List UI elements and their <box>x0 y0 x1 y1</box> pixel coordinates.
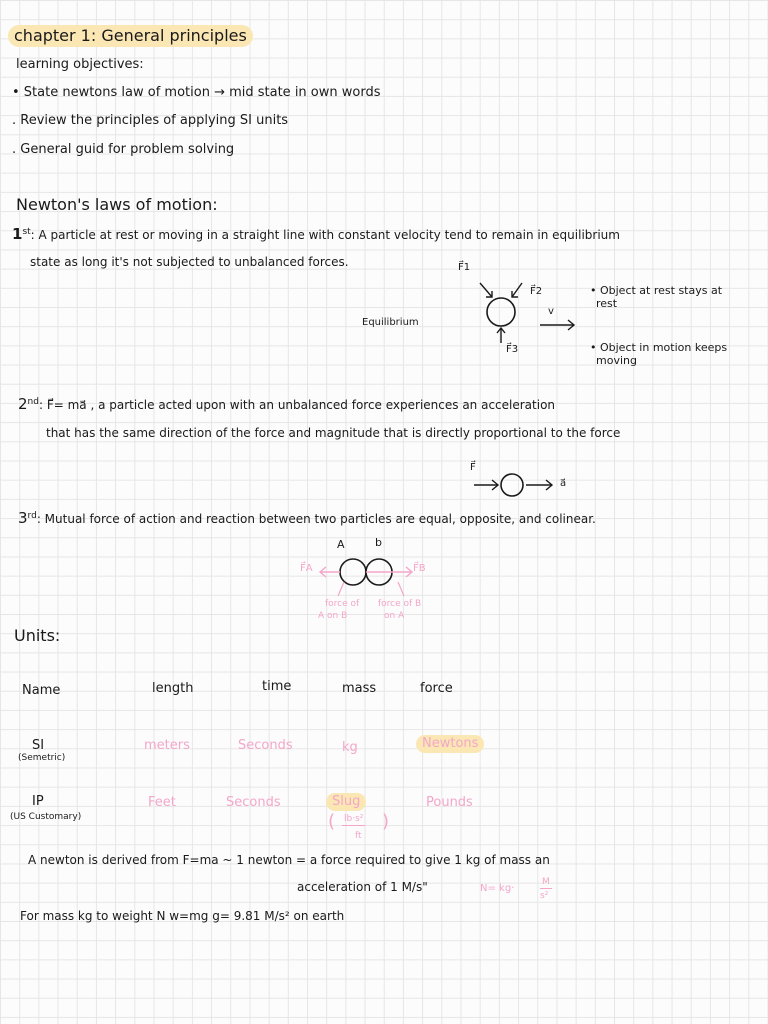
first-law-line2: state as long it's not subjected to unbalanced forces. <box>30 255 349 269</box>
objective-item-1: • State newtons law of motion → mid state in own words <box>12 85 381 100</box>
second-law-line1 <box>18 396 555 413</box>
row-ip-name: IP <box>32 794 44 809</box>
acceleration-diagram <box>472 470 562 500</box>
slug-fraction-num: lb·s² <box>344 814 364 824</box>
objective-item-3: . General guid for problem solving <box>12 142 235 157</box>
col-header-name: Name <box>22 683 61 698</box>
note-rest-line1: • Object at rest stays at <box>590 284 723 297</box>
si-mass: kg <box>342 740 358 755</box>
f-label: F⃗ <box>470 462 476 473</box>
newton-unit-den: s² <box>540 891 549 901</box>
equilibrium-diagram <box>470 275 580 355</box>
col-header-mass: mass <box>342 681 377 696</box>
fa-label: F⃗A <box>300 563 313 574</box>
f3-label: F⃗3 <box>506 344 519 355</box>
f2-label: F⃗2 <box>530 286 543 297</box>
col-header-time: time <box>262 679 292 694</box>
newton-unit-main: N= kg· <box>480 883 515 894</box>
ip-force: Pounds <box>426 795 473 810</box>
second-law-text1: : F⃗= ma⃗ , a particle acted upon with an unbalanced force experiences an acceleration <box>38 398 556 412</box>
third-law-line1 <box>18 510 596 527</box>
first-law-sup: st <box>22 227 31 237</box>
a-label: a⃗ <box>560 478 567 489</box>
col-header-length: length <box>152 681 194 696</box>
label-a: A <box>337 538 345 551</box>
objective-item-2: . Review the principles of applying SI units <box>12 113 289 128</box>
f1-label: F⃗1 <box>458 262 471 273</box>
force-a-on-b-line2: A on B <box>318 611 348 621</box>
row-si-sub: (Semetric) <box>18 753 66 763</box>
ip-mass: Slug <box>326 793 366 811</box>
si-time: Seconds <box>238 738 293 753</box>
note-motion-line1: • Object in motion keeps <box>590 341 728 354</box>
ip-time: Seconds <box>226 795 281 810</box>
second-law-ordinal: 2 <box>18 395 28 413</box>
newton-line2: acceleration of 1 M/s" <box>297 880 428 894</box>
note-motion-line2: moving <box>596 354 637 367</box>
chapter-title: chapter 1: General principles <box>8 25 253 47</box>
force-b-on-a-line2: on A <box>384 611 405 621</box>
si-length: meters <box>144 738 190 753</box>
row-ip-sub: (US Customary) <box>10 812 82 822</box>
newton-line1: A newton is derived from F=ma ~ 1 newton = a force required to give 1 kg of mass an <box>28 853 550 867</box>
newton-unit-num: M <box>542 877 550 887</box>
fb-label: F⃗B <box>413 563 426 574</box>
label-b: b <box>375 536 382 549</box>
third-law-text1: : Mutual force of action and reaction between two particles are equal, opposite, and colinear. <box>36 512 596 526</box>
note-rest-line2: rest <box>596 297 618 310</box>
col-header-force: force <box>420 681 453 696</box>
third-law-ordinal: 3 <box>18 509 28 527</box>
first-law-line1 <box>12 226 620 243</box>
action-reaction-diagram <box>300 552 440 602</box>
second-law-sup: nd <box>27 397 39 407</box>
equilibrium-label: Equilibrium <box>362 317 419 328</box>
units-heading: Units: <box>14 626 61 645</box>
first-law-ordinal: 1 <box>12 226 23 243</box>
first-law-text1: : A particle at rest or moving in a straight line with constant velocity tend to remain in equilibrium <box>30 228 620 242</box>
second-law-line2: that has the same direction of the force and magnitude that is directly proportional to the force <box>46 426 621 440</box>
laws-heading: Newton's laws of motion: <box>16 195 218 214</box>
v-label: v <box>548 306 554 317</box>
slug-fraction-close: ) <box>382 811 390 832</box>
slug-fraction-open: ( <box>328 811 336 832</box>
si-force: Newtons <box>416 735 484 753</box>
objectives-heading: learning objectives: <box>16 57 144 72</box>
slug-fraction-den: ft <box>355 831 362 841</box>
force-b-on-a-line1: force of B <box>378 599 422 609</box>
third-law-sup: rd <box>27 511 37 521</box>
ip-length: Feet <box>148 795 176 810</box>
row-si-name: SI <box>32 738 45 753</box>
force-a-on-b-line1: force of <box>325 599 360 609</box>
weight-line: For mass kg to weight N w=mg g= 9.81 M/s² on earth <box>20 909 345 923</box>
